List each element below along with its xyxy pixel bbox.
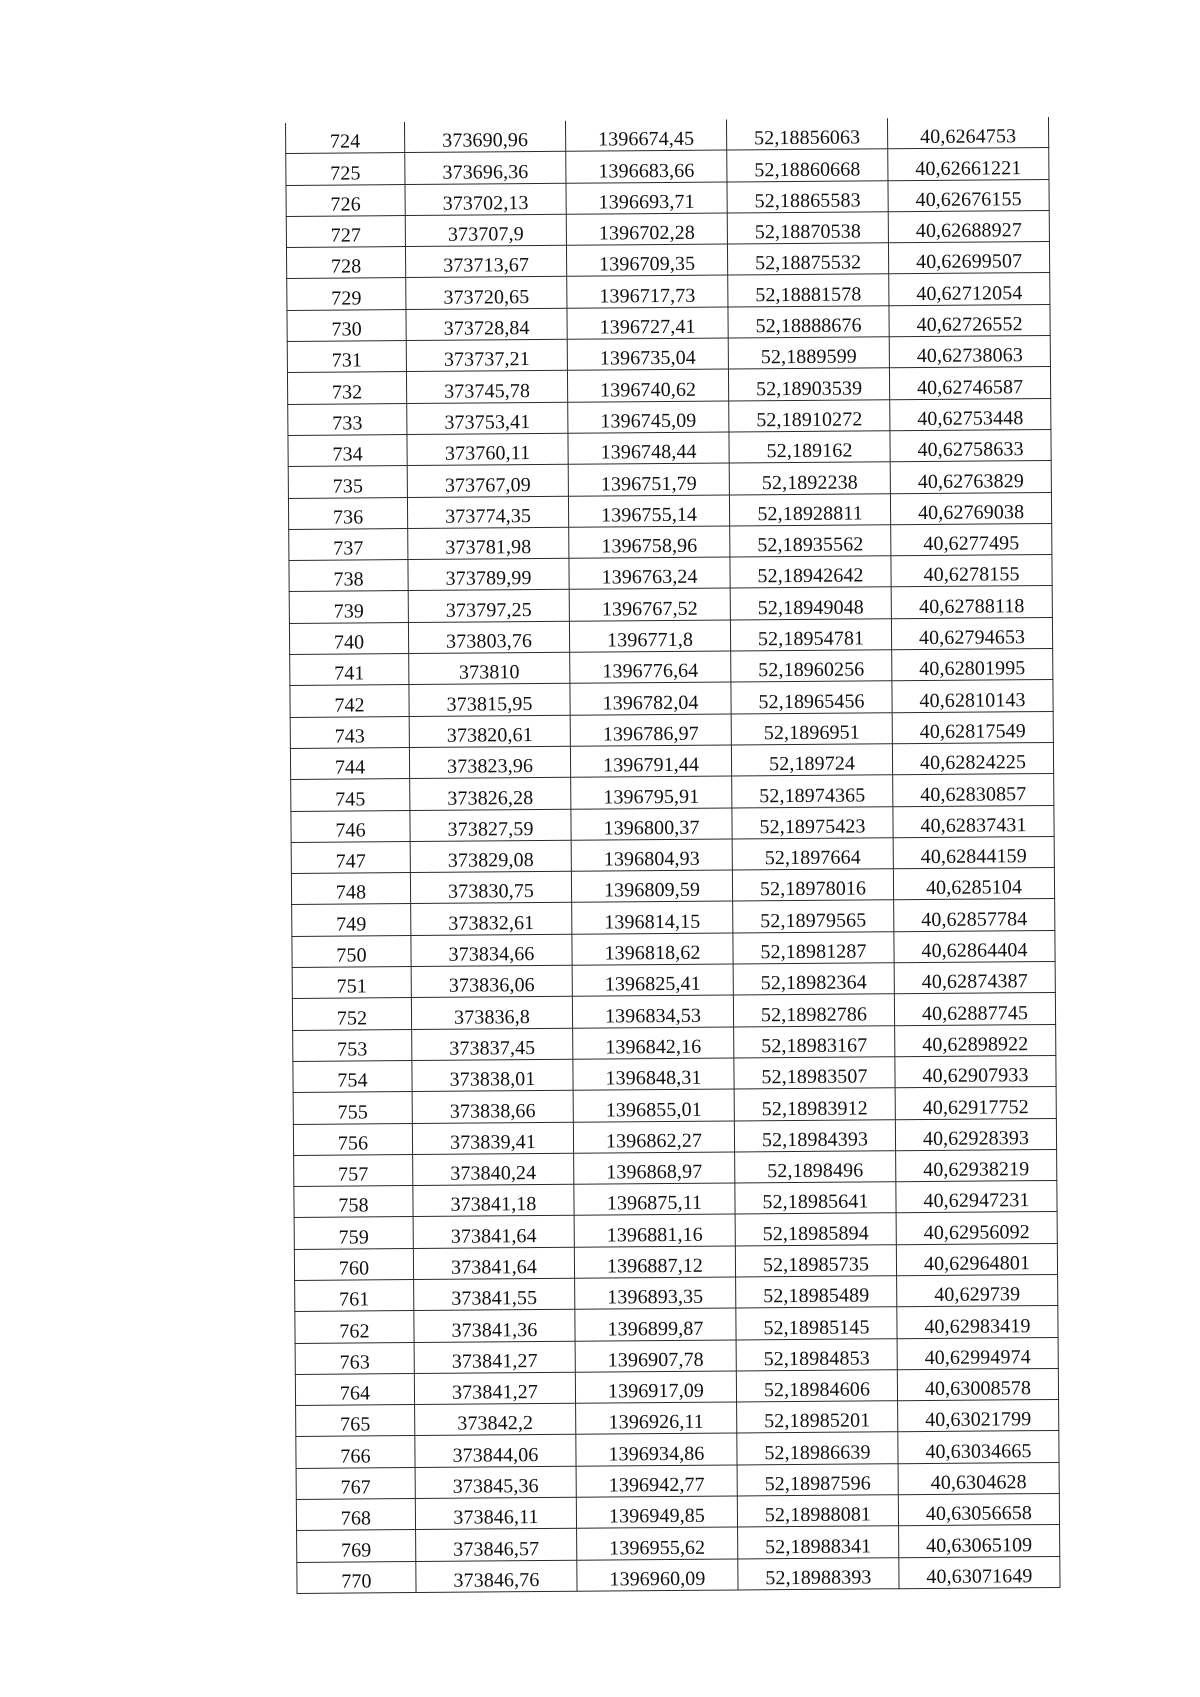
latitude-cell: 52,18910272 [729, 399, 890, 432]
x-coordinate-cell: 373839,41 [412, 1122, 573, 1155]
x-coordinate-cell: 373846,76 [416, 1560, 577, 1593]
x-coordinate-cell: 373844,06 [415, 1435, 576, 1468]
point-number-cell: 733 [288, 403, 407, 435]
longitude-cell: 40,62938219 [896, 1149, 1057, 1182]
table-row [292, 961, 1055, 998]
table-row [291, 836, 1054, 873]
y-coordinate-cell: 1396907,78 [575, 1340, 736, 1373]
y-coordinate-cell: 1396674,45 [565, 120, 726, 152]
point-number-cell: 744 [290, 747, 409, 779]
latitude-cell: 52,1898496 [735, 1151, 896, 1184]
latitude-cell: 52,18986639 [737, 1432, 898, 1465]
table-row [293, 1087, 1056, 1124]
latitude-cell: 52,18985894 [735, 1213, 896, 1246]
y-coordinate-cell: 1396887,12 [574, 1246, 735, 1279]
latitude-cell: 52,18928811 [729, 493, 890, 526]
table-row [294, 1149, 1057, 1186]
table-row [288, 461, 1051, 498]
point-number-cell: 748 [291, 873, 410, 905]
latitude-cell: 52,18860668 [727, 149, 888, 182]
y-coordinate-cell: 1396709,35 [566, 244, 727, 277]
point-number-cell: 739 [289, 591, 408, 623]
y-coordinate-cell: 1396693,71 [566, 182, 727, 215]
longitude-cell: 40,62857784 [894, 899, 1055, 932]
latitude-cell: 52,18903539 [728, 368, 889, 401]
point-number-cell: 730 [287, 309, 406, 341]
point-number-cell: 741 [290, 654, 409, 686]
point-number-cell: 742 [290, 685, 409, 717]
point-number-cell: 747 [291, 841, 410, 873]
point-number-cell: 752 [292, 998, 411, 1030]
table-row [293, 1055, 1056, 1092]
x-coordinate-cell: 373767,09 [407, 465, 568, 498]
latitude-cell: 52,18987596 [737, 1463, 898, 1496]
latitude-cell: 52,18856063 [726, 118, 887, 150]
y-coordinate-cell: 1396848,31 [573, 1058, 734, 1091]
longitude-cell: 40,62726552 [889, 304, 1050, 337]
point-number-cell: 728 [286, 247, 405, 279]
latitude-cell: 52,18949048 [730, 587, 891, 620]
x-coordinate-cell: 373760,11 [407, 433, 568, 466]
longitude-cell: 40,62676155 [888, 179, 1049, 212]
point-number-cell: 770 [297, 1561, 416, 1593]
table-row [291, 805, 1054, 842]
x-coordinate-cell: 373713,67 [405, 245, 566, 278]
table-row [296, 1400, 1059, 1437]
table-row [295, 1274, 1058, 1311]
longitude-cell: 40,62994974 [897, 1337, 1058, 1370]
longitude-cell: 40,62956092 [896, 1212, 1057, 1245]
x-coordinate-cell: 373841,18 [413, 1184, 574, 1217]
y-coordinate-cell: 1396791,44 [570, 745, 731, 778]
table-row [290, 680, 1053, 717]
y-coordinate-cell: 1396751,79 [568, 463, 729, 496]
longitude-cell: 40,62738063 [889, 336, 1050, 369]
table-row [289, 586, 1052, 623]
longitude-cell: 40,62699507 [888, 242, 1049, 275]
y-coordinate-cell: 1396717,73 [567, 276, 728, 309]
table-row [286, 148, 1049, 185]
latitude-cell: 52,1897664 [732, 838, 893, 871]
longitude-cell: 40,62794653 [891, 617, 1052, 650]
y-coordinate-cell: 1396771,8 [569, 620, 730, 653]
latitude-cell: 52,189724 [731, 744, 892, 777]
longitude-cell: 40,62917752 [895, 1087, 1056, 1120]
x-coordinate-cell: 373823,96 [409, 746, 570, 779]
point-number-cell: 761 [295, 1280, 414, 1312]
latitude-cell: 52,18988081 [737, 1495, 898, 1528]
latitude-cell: 52,18881578 [728, 274, 889, 307]
point-number-cell: 746 [291, 810, 410, 842]
longitude-cell: 40,62788118 [891, 586, 1052, 619]
longitude-cell: 40,62769038 [890, 492, 1051, 525]
longitude-cell: 40,62898922 [895, 1024, 1056, 1057]
table-row [287, 304, 1050, 341]
point-number-cell: 738 [289, 560, 408, 592]
point-number-cell: 767 [296, 1467, 415, 1499]
latitude-cell: 52,18984853 [736, 1338, 897, 1371]
table-row [295, 1337, 1058, 1374]
y-coordinate-cell: 1396786,97 [570, 714, 731, 747]
table-row [293, 1024, 1056, 1061]
longitude-cell: 40,62907933 [895, 1055, 1056, 1088]
x-coordinate-cell: 373838,01 [412, 1059, 573, 1092]
longitude-cell: 40,63021799 [898, 1400, 1059, 1433]
latitude-cell: 52,1896951 [731, 712, 892, 745]
x-coordinate-cell: 373702,13 [405, 183, 566, 216]
y-coordinate-cell: 1396899,87 [575, 1308, 736, 1341]
latitude-cell: 52,18985489 [736, 1276, 897, 1309]
x-coordinate-cell: 373753,41 [407, 402, 568, 435]
longitude-cell: 40,62830857 [893, 774, 1054, 807]
x-coordinate-cell: 373690,96 [404, 121, 565, 153]
x-coordinate-cell: 373845,36 [415, 1466, 576, 1499]
table-row [290, 742, 1053, 779]
x-coordinate-cell: 373840,24 [413, 1153, 574, 1186]
x-coordinate-cell: 373826,28 [410, 778, 571, 811]
y-coordinate-cell: 1396755,14 [568, 495, 729, 528]
table-row [296, 1462, 1059, 1499]
y-coordinate-cell: 1396842,16 [573, 1027, 734, 1060]
x-coordinate-cell: 373832,61 [411, 903, 572, 936]
latitude-cell: 52,18982364 [733, 963, 894, 996]
point-number-cell: 724 [285, 122, 404, 154]
table-row [295, 1306, 1058, 1343]
longitude-cell: 40,63008578 [897, 1368, 1058, 1401]
longitude-cell: 40,62801995 [892, 649, 1053, 682]
table-row [286, 179, 1049, 216]
x-coordinate-cell: 373707,9 [405, 214, 566, 247]
latitude-cell: 52,18985641 [735, 1182, 896, 1215]
y-coordinate-cell: 1396917,09 [575, 1371, 736, 1404]
x-coordinate-cell: 373781,98 [408, 527, 569, 560]
longitude-cell: 40,63056658 [898, 1494, 1059, 1527]
y-coordinate-cell: 1396942,77 [576, 1465, 737, 1498]
latitude-cell: 52,18954781 [730, 619, 891, 652]
y-coordinate-cell: 1396727,41 [567, 307, 728, 340]
table-row [294, 1243, 1057, 1280]
latitude-cell: 52,18978016 [732, 869, 893, 902]
longitude-cell: 40,62824225 [892, 742, 1053, 775]
longitude-cell: 40,62837431 [893, 805, 1054, 838]
point-number-cell: 737 [289, 528, 408, 560]
point-number-cell: 768 [296, 1499, 415, 1531]
latitude-cell: 52,18985735 [735, 1244, 896, 1277]
latitude-cell: 52,18984606 [736, 1370, 897, 1403]
latitude-cell: 52,18988341 [738, 1526, 899, 1559]
y-coordinate-cell: 1396735,04 [567, 338, 728, 371]
point-number-cell: 734 [288, 435, 407, 467]
table-row [287, 273, 1050, 310]
point-number-cell: 743 [290, 716, 409, 748]
point-number-cell: 763 [295, 1342, 414, 1374]
table-row [297, 1525, 1060, 1562]
point-number-cell: 757 [294, 1154, 413, 1186]
longitude-cell: 40,62753448 [890, 398, 1051, 431]
point-number-cell: 729 [287, 278, 406, 310]
x-coordinate-cell: 373834,66 [411, 934, 572, 967]
table-row [286, 242, 1049, 279]
latitude-cell: 52,18942642 [730, 556, 891, 589]
y-coordinate-cell: 1396960,09 [577, 1559, 738, 1592]
latitude-cell: 52,18875532 [727, 243, 888, 276]
y-coordinate-cell: 1396855,01 [573, 1089, 734, 1122]
table-row [290, 649, 1053, 686]
longitude-cell: 40,6304628 [898, 1462, 1059, 1495]
point-number-cell: 760 [294, 1248, 413, 1280]
x-coordinate-cell: 373841,64 [413, 1247, 574, 1280]
y-coordinate-cell: 1396804,93 [571, 839, 732, 872]
table-row [291, 774, 1054, 811]
point-number-cell: 749 [292, 904, 411, 936]
y-coordinate-cell: 1396949,85 [576, 1496, 737, 1529]
point-number-cell: 745 [291, 779, 410, 811]
x-coordinate-cell: 373774,35 [407, 496, 568, 529]
y-coordinate-cell: 1396763,24 [569, 557, 730, 590]
y-coordinate-cell: 1396818,62 [572, 933, 733, 966]
x-coordinate-cell: 373815,95 [409, 684, 570, 717]
x-coordinate-cell: 373837,45 [412, 1028, 573, 1061]
y-coordinate-cell: 1396740,62 [567, 369, 728, 402]
longitude-cell: 40,62661221 [888, 148, 1049, 181]
latitude-cell: 52,1889599 [728, 337, 889, 370]
y-coordinate-cell: 1396776,64 [570, 651, 731, 684]
y-coordinate-cell: 1396683,66 [566, 150, 727, 183]
longitude-cell: 40,6285104 [893, 868, 1054, 901]
y-coordinate-cell: 1396881,16 [574, 1214, 735, 1247]
point-number-cell: 766 [296, 1436, 415, 1468]
point-number-cell: 762 [295, 1311, 414, 1343]
latitude-cell: 52,18965456 [731, 681, 892, 714]
x-coordinate-cell: 373841,55 [414, 1278, 575, 1311]
point-number-cell: 755 [293, 1092, 412, 1124]
x-coordinate-cell: 373797,25 [408, 590, 569, 623]
latitude-cell: 52,18983167 [734, 1025, 895, 1058]
longitude-cell: 40,62887745 [894, 993, 1055, 1026]
longitude-cell: 40,6264753 [887, 117, 1048, 149]
latitude-cell: 52,18979565 [733, 900, 894, 933]
latitude-cell: 52,18985145 [736, 1307, 897, 1340]
x-coordinate-cell: 373789,99 [408, 558, 569, 591]
table-row [289, 523, 1052, 560]
longitude-cell: 40,62817549 [892, 711, 1053, 744]
table-row [294, 1212, 1057, 1249]
table-row [287, 367, 1050, 404]
table-row [292, 930, 1055, 967]
point-number-cell: 769 [297, 1530, 416, 1562]
y-coordinate-cell: 1396795,91 [571, 776, 732, 809]
table-row [291, 868, 1054, 905]
coordinate-table-body [285, 117, 1060, 1593]
table-row [288, 398, 1051, 435]
y-coordinate-cell: 1396758,96 [569, 526, 730, 559]
table-row [292, 993, 1055, 1030]
latitude-cell: 52,18982786 [733, 994, 894, 1027]
y-coordinate-cell: 1396814,15 [572, 901, 733, 934]
latitude-cell: 52,18981287 [733, 931, 894, 964]
table-row [290, 711, 1053, 748]
table-row [293, 1118, 1056, 1155]
table-row [288, 492, 1051, 529]
x-coordinate-cell: 373810 [409, 652, 570, 685]
latitude-cell: 52,18983912 [734, 1088, 895, 1121]
latitude-cell: 52,18960256 [731, 650, 892, 683]
point-number-cell: 754 [293, 1060, 412, 1092]
point-number-cell: 759 [294, 1217, 413, 1249]
point-number-cell: 735 [288, 466, 407, 498]
latitude-cell: 52,18974365 [732, 775, 893, 808]
longitude-cell: 40,6277495 [891, 523, 1052, 556]
latitude-cell: 52,18870538 [727, 212, 888, 245]
x-coordinate-cell: 373836,8 [411, 997, 572, 1030]
longitude-cell: 40,62712054 [889, 273, 1050, 306]
coordinate-table [285, 117, 1061, 1594]
longitude-cell: 40,63034665 [898, 1431, 1059, 1464]
longitude-cell: 40,62844159 [893, 836, 1054, 869]
x-coordinate-cell: 373728,84 [406, 308, 567, 341]
table-row [296, 1431, 1059, 1468]
longitude-cell: 40,6278155 [891, 555, 1052, 588]
latitude-cell: 52,18985201 [737, 1401, 898, 1434]
y-coordinate-cell: 1396868,97 [574, 1152, 735, 1185]
y-coordinate-cell: 1396702,28 [566, 213, 727, 246]
x-coordinate-cell: 373830,75 [410, 871, 571, 904]
coordinate-table-container [285, 117, 1057, 1594]
y-coordinate-cell: 1396934,86 [576, 1433, 737, 1466]
latitude-cell: 52,1892238 [729, 462, 890, 495]
table-row [295, 1368, 1058, 1405]
table-row [286, 210, 1049, 247]
x-coordinate-cell: 373841,36 [414, 1310, 575, 1343]
point-number-cell: 725 [286, 153, 405, 185]
y-coordinate-cell: 1396926,11 [576, 1402, 737, 1435]
x-coordinate-cell: 373745,78 [406, 371, 567, 404]
longitude-cell: 40,62864404 [894, 930, 1055, 963]
point-number-cell: 727 [286, 215, 405, 247]
x-coordinate-cell: 373803,76 [408, 621, 569, 654]
table-row [287, 336, 1050, 373]
x-coordinate-cell: 373829,08 [410, 840, 571, 873]
y-coordinate-cell: 1396748,44 [568, 432, 729, 465]
latitude-cell: 52,18975423 [732, 806, 893, 839]
x-coordinate-cell: 373838,66 [412, 1090, 573, 1123]
longitude-cell: 40,63065109 [899, 1525, 1060, 1558]
latitude-cell: 52,18935562 [730, 525, 891, 558]
table-row [292, 899, 1055, 936]
latitude-cell: 52,189162 [729, 431, 890, 464]
y-coordinate-cell: 1396800,37 [571, 808, 732, 841]
y-coordinate-cell: 1396862,27 [573, 1121, 734, 1154]
table-row [297, 1556, 1060, 1593]
x-coordinate-cell: 373846,11 [415, 1497, 576, 1530]
longitude-cell: 40,62758633 [890, 429, 1051, 462]
point-number-cell: 765 [296, 1405, 415, 1437]
longitude-cell: 40,63071649 [899, 1556, 1060, 1589]
longitude-cell: 40,629739 [897, 1274, 1058, 1307]
x-coordinate-cell: 373842,2 [415, 1403, 576, 1436]
table-row [288, 429, 1051, 466]
y-coordinate-cell: 1396745,09 [568, 401, 729, 434]
latitude-cell: 52,18865583 [727, 180, 888, 213]
longitude-cell: 40,62947231 [896, 1181, 1057, 1214]
latitude-cell: 52,18988393 [738, 1557, 899, 1590]
latitude-cell: 52,18888676 [728, 306, 889, 339]
point-number-cell: 751 [292, 967, 411, 999]
longitude-cell: 40,62746587 [889, 367, 1050, 400]
y-coordinate-cell: 1396767,52 [569, 588, 730, 621]
y-coordinate-cell: 1396893,35 [575, 1277, 736, 1310]
longitude-cell: 40,62810143 [892, 680, 1053, 713]
longitude-cell: 40,62874387 [894, 961, 1055, 994]
y-coordinate-cell: 1396782,04 [570, 682, 731, 715]
latitude-cell: 52,18984393 [734, 1119, 895, 1152]
y-coordinate-cell: 1396834,53 [572, 995, 733, 1028]
point-number-cell: 726 [286, 184, 405, 216]
x-coordinate-cell: 373720,65 [406, 277, 567, 310]
x-coordinate-cell: 373820,61 [409, 715, 570, 748]
y-coordinate-cell: 1396809,59 [571, 870, 732, 903]
table-row [289, 617, 1052, 654]
longitude-cell: 40,62763829 [890, 461, 1051, 494]
longitude-cell: 40,62964801 [896, 1243, 1057, 1276]
longitude-cell: 40,62688927 [888, 210, 1049, 243]
x-coordinate-cell: 373841,64 [413, 1216, 574, 1249]
point-number-cell: 736 [288, 497, 407, 529]
latitude-cell: 52,18983507 [734, 1057, 895, 1090]
x-coordinate-cell: 373737,21 [406, 339, 567, 372]
point-number-cell: 764 [295, 1373, 414, 1405]
point-number-cell: 758 [294, 1186, 413, 1218]
table-row [289, 555, 1052, 592]
point-number-cell: 731 [287, 341, 406, 373]
point-number-cell: 750 [292, 935, 411, 967]
x-coordinate-cell: 373836,06 [411, 965, 572, 998]
point-number-cell: 740 [289, 622, 408, 654]
point-number-cell: 753 [293, 1029, 412, 1061]
y-coordinate-cell: 1396875,11 [574, 1183, 735, 1216]
x-coordinate-cell: 373841,27 [414, 1372, 575, 1405]
x-coordinate-cell: 373696,36 [405, 152, 566, 185]
y-coordinate-cell: 1396955,62 [577, 1527, 738, 1560]
x-coordinate-cell: 373846,57 [416, 1529, 577, 1562]
longitude-cell: 40,62983419 [897, 1306, 1058, 1339]
table-row [294, 1181, 1057, 1218]
y-coordinate-cell: 1396825,41 [572, 964, 733, 997]
x-coordinate-cell: 373841,27 [414, 1341, 575, 1374]
point-number-cell: 732 [287, 372, 406, 404]
point-number-cell: 756 [293, 1123, 412, 1155]
x-coordinate-cell: 373827,59 [410, 809, 571, 842]
longitude-cell: 40,62928393 [895, 1118, 1056, 1151]
